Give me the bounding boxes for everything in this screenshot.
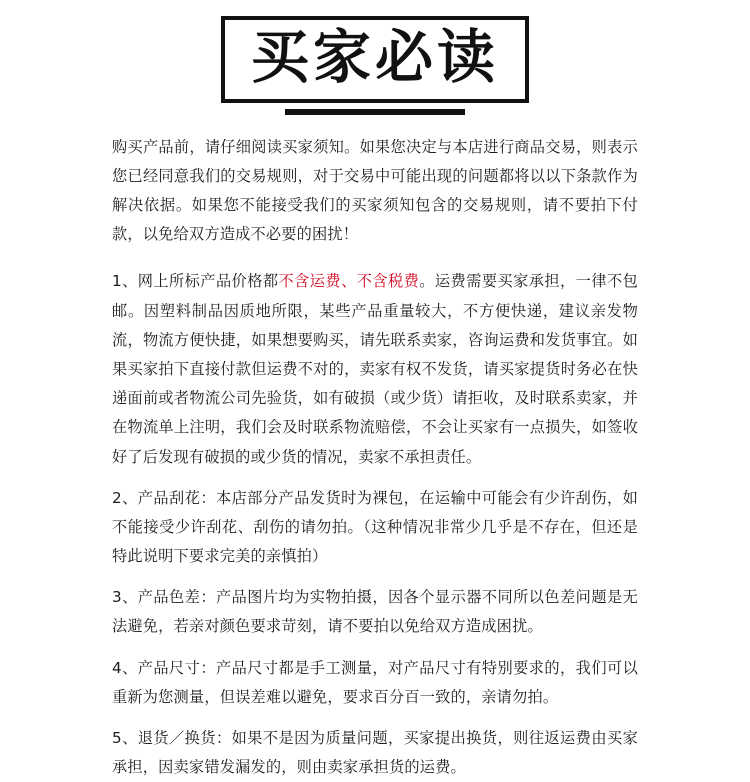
paragraph-item-5 bbox=[112, 724, 638, 782]
paragraph-item-1 bbox=[112, 267, 638, 471]
text-segment: 购买产品前，请仔细阅读买家须知。如果您决定与本店进行商品交易，则表示您已经同意我们的交易规则，对于交易中可能出现的问题都将以以下条款作为解决依据。如果您不能接受我们的买家须知包含的交易规则，请不要拍下付款，以免给双方造成不必要的困扰！ bbox=[112, 137, 638, 244]
paragraph-item-4 bbox=[112, 654, 638, 712]
highlighted-text-segment: 不含运费、不含税费 bbox=[278, 272, 420, 291]
text-segment: 2、产品刮花：本店部分产品发货时为裸包，在运输中可能会有少许刮伤，如不能接受少许刮花、刮伤的请勿拍。（这种情况非常少几乎是不存在，但还是特此说明下要求完美的亲慎拍） bbox=[112, 488, 638, 566]
paragraph-intro bbox=[112, 133, 638, 250]
text-segment: 3、产品色差：产品图片均为实物拍摄，因各个显示器不同所以色差问题是无法避免，若亲对颜色要求苛刻，请不要拍以免给双方造成困扰。 bbox=[112, 588, 638, 636]
text-segment: 5、退货／换货：如果不是因为质量问题，买家提出换货，则往返运费由买家承担，因卖家错发漏发的，则由卖家承担货的运费。 bbox=[112, 729, 638, 777]
text-segment: 。运费需要买家承担，一律不包邮。因塑料制品因质地所限，某些产品重量较大，不方便快递，建议亲发物流，物流方便快捷，如果想要购买，请先联系卖家，咨询运费和发货事宜。如果买家拍下直接付款但运费不对的，卖家有权不发货，请买家提货时务必在快递面前或者物流公司先验货，如有破损（或少货）请拒收，及时联系卖家，并在物流单上注明，我们会及时联系物流赔偿，不会让买家有一点损失，如签收好了后发现有破损的或少货的情况，卖家不承担责任。 bbox=[112, 272, 638, 466]
paragraph-item-2 bbox=[112, 484, 638, 572]
notice-content bbox=[0, 115, 750, 782]
paragraph-item-3 bbox=[112, 583, 638, 641]
text-segment: 1、网上所标产品价格都 bbox=[112, 272, 279, 291]
title-underline bbox=[285, 109, 465, 115]
page-title: 买家必读 bbox=[250, 23, 499, 91]
text-segment: 4、产品尺寸：产品尺寸都是手工测量，对产品尺寸有特别要求的，我们可以重新为您测量，但误差难以避免，要求百分百一致的，亲请勿拍。 bbox=[112, 658, 638, 706]
title-box bbox=[221, 16, 529, 103]
title-block bbox=[0, 0, 750, 115]
